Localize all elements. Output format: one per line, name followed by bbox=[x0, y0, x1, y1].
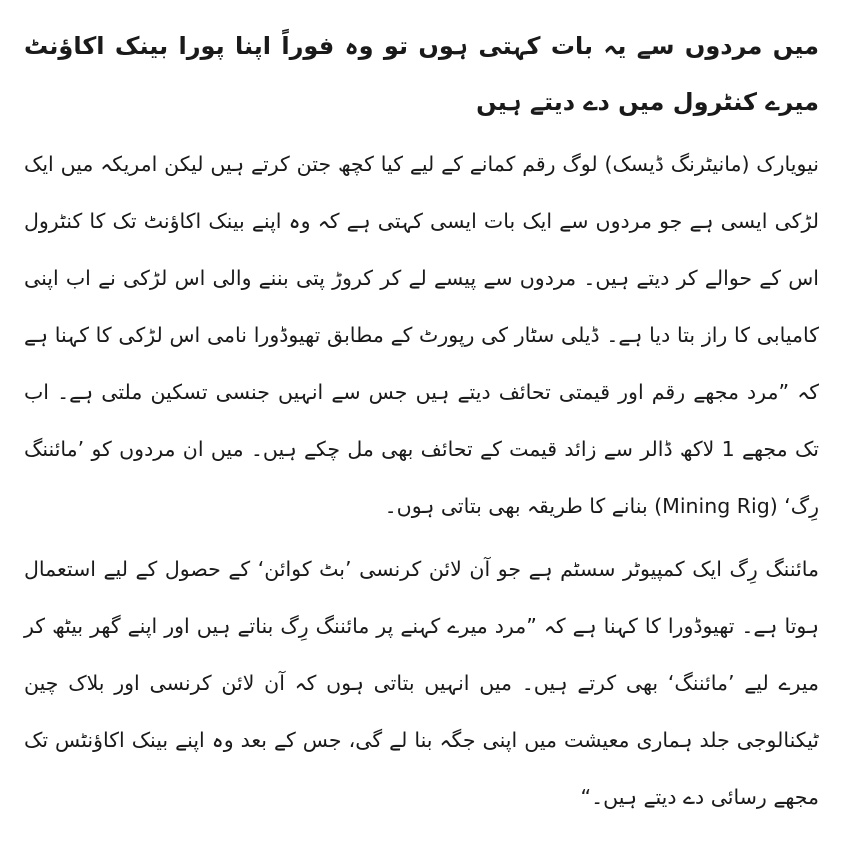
article-paragraph-1: نیویارک (مانیٹرنگ ڈیسک) لوگ رقم کمانے کے لیے کیا کچھ جتن کرتے ہیں لیکن امریکہ میں ایک لڑکی ایسی ہے جو مردوں سے ایک بات ایسی کہتی ہے کہ وہ اپنے بینک اکاؤنٹ تک کا کنٹرول اس کے حوالے کر دیتے ہیں۔ مردوں سے پیسے لے کر کروڑ پتی بننے والی اس لڑکی نے اب اپنی کامیابی کا راز بتا دیا ہے۔ ڈیلی سٹار کی رپورٹ کے مطابق تھیوڈورا نامی اس لڑکی کا کہنا ہے کہ ”مرد مجھے رقم اور قیمتی تحائف دیتے ہیں جس سے انہیں جنسی تسکین ملتی ہے۔ اب تک مجھے 1 لاکھ ڈالر سے زائد قیمت کے تحائف بھی مل چکے ہیں۔ میں ان مردوں کو ’مائننگ رِگ‘ (Mining Rig) بنانے کا طریقہ بھی بتاتی ہوں۔ bbox=[24, 152, 819, 518]
article-paragraph-2: مائننگ رِگ ایک کمپیوٹر سسٹم ہے جو آن لائن کرنسی ’بٹ کوائن‘ کے حصول کے لیے استعمال ہوتا ہے۔ تھیوڈورا کا کہنا ہے کہ ”مرد میرے کہنے پر مائننگ رِگ بناتے ہیں اور اپنے گھر بیٹھ کر میرے لیے ’مائننگ‘ بھی کرتے ہیں۔ میں انہیں بتاتی ہوں کہ آن لائن کرنسی اور بلاک چین ٹیکنالوجی جلد ہماری معیشت میں اپنی جگہ بنا لے گی، جس کے بعد وہ اپنے بینک اکاؤنٹس تک مجھے رسائی دے دیتے ہیں۔“ bbox=[24, 557, 819, 809]
article-headline: میں مردوں سے یہ بات کہتی ہوں تو وہ فوراً اپنا پورا بینک اکاؤنٹ میرے کنٹرول میں دے دیتے ہیں bbox=[24, 32, 819, 116]
